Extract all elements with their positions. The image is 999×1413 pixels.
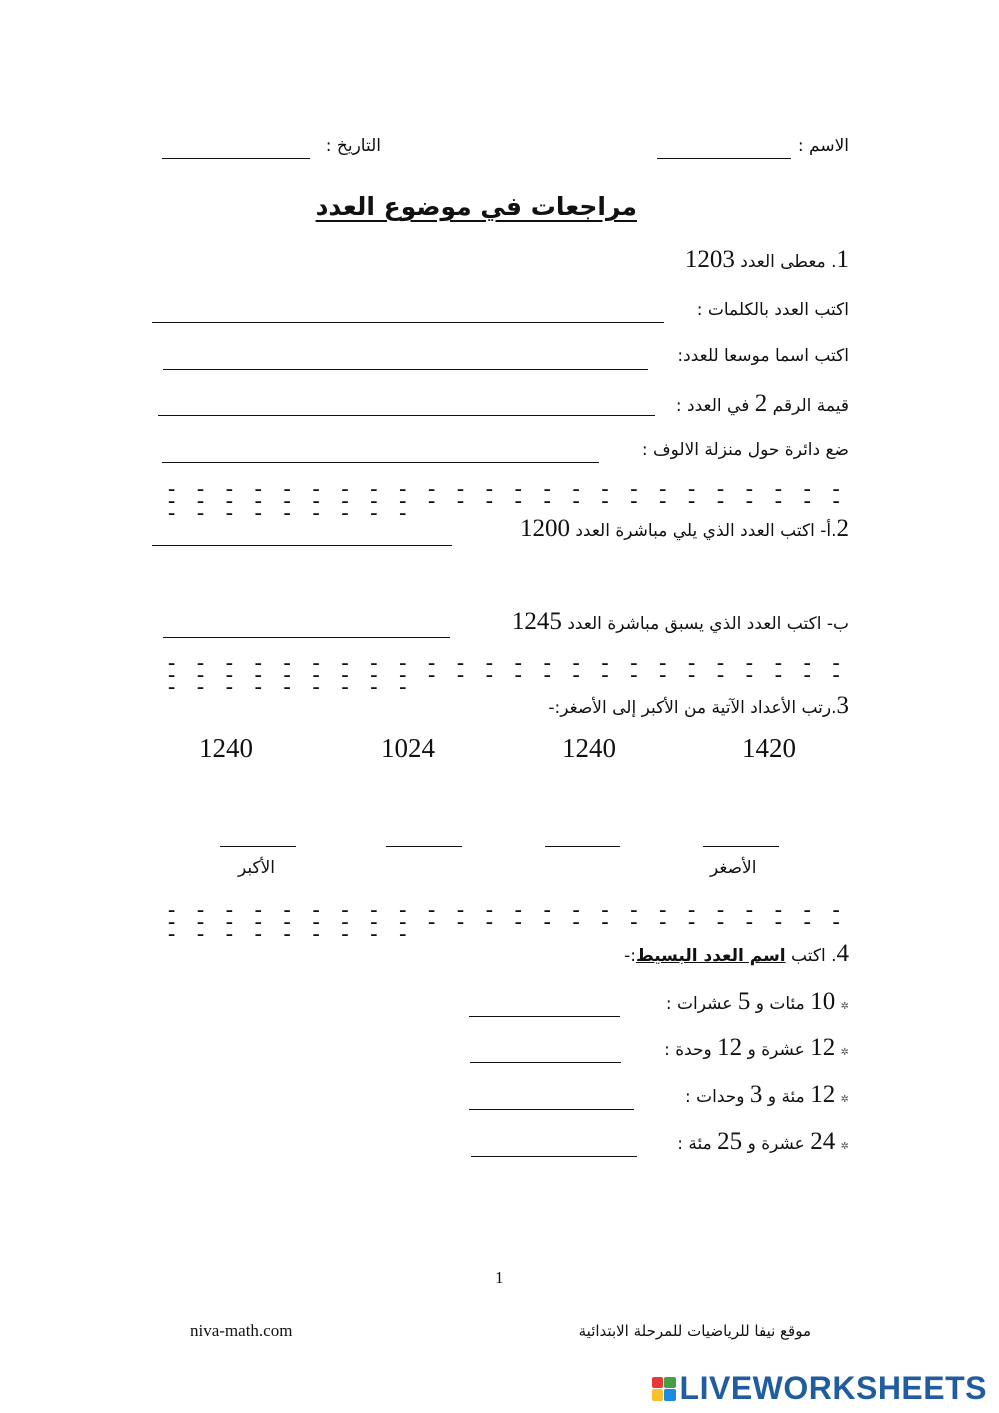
date-blank[interactable] (162, 158, 310, 159)
q2a-text: .أ- اكتب العدد الذي يلي مباشرة العدد (575, 521, 837, 541)
q4-item-2-b: 12 (717, 1034, 743, 1061)
q1-item-circle: ضع دائرة حول منزلة الالوف : (641, 440, 849, 460)
q4-blank-2[interactable] (470, 1062, 621, 1063)
q4-item-4 (677, 1128, 849, 1156)
q1-heading (685, 246, 849, 274)
q4-item-3-b: 3 (749, 1081, 763, 1108)
q1-item-value (676, 390, 849, 418)
q1-value-blank[interactable] (158, 415, 655, 416)
q3-number-1: 1420 (742, 733, 796, 763)
q4-item-1-b: 5 (737, 988, 751, 1015)
q4-item-1-t1: مئات و (755, 994, 805, 1014)
q3-number-2: 1240 (562, 733, 616, 763)
page-title: مراجعات في موضوع العدد (315, 192, 637, 221)
q4-number: 4 (836, 940, 849, 967)
q4-item-2 (664, 1034, 849, 1062)
q4-item-3-t1: مئة و (767, 1087, 805, 1107)
q2b-blank[interactable] (163, 637, 450, 638)
separator-2: - - - - - - - - - - - - - - - - - - - - - - - - - - - - - - - - - - - - - - - - - - - - - - - - - - - - - - - - - (165, 651, 844, 700)
q3-number-4: 1240 (199, 733, 253, 763)
q3-number-3: 1024 (381, 733, 435, 763)
bullet-icon: ✲ (840, 1047, 849, 1058)
bullet-icon: ✲ (840, 1001, 849, 1012)
q1-digit: 2 (754, 390, 768, 417)
q4-item-4-t2: مئة : (677, 1134, 712, 1154)
q4-item-4-b: 25 (717, 1128, 743, 1155)
bullet-icon: ✲ (840, 1141, 849, 1152)
q3-text: .رتب الأعداد الآتية من الأكبر إلى الأصغر:- (548, 698, 837, 718)
q4-item-1-t2: عشرات : (665, 994, 733, 1014)
separator-1: - - - - - - - - - - - - - - - - - - - - - - - - - - - - - - - - - - - - - - - - - - - - - - - - - - - - - - - - - (165, 477, 844, 526)
q4-item-2-t1: عشرة و (747, 1040, 805, 1060)
bullet-icon: ✲ (840, 1094, 849, 1105)
q4-prefix: . اكتب (791, 946, 837, 966)
q4-item-3-t2: وحدات : (685, 1087, 745, 1107)
q4-blank-4[interactable] (471, 1156, 637, 1157)
q3-blank-1[interactable] (703, 846, 779, 847)
q4-blank-1[interactable] (469, 1016, 620, 1017)
q4-item-4-a: 24 (810, 1128, 836, 1155)
q2-number: 2 (836, 515, 849, 542)
q3-blank-4[interactable] (220, 846, 296, 847)
q2b-line (512, 608, 849, 636)
q3-heading (548, 692, 849, 720)
q2a-blank[interactable] (152, 545, 452, 546)
q3-blank-3[interactable] (386, 846, 462, 847)
footer-site-arabic: موقع نيفا للرياضيات للمرحلة الابتدائية (578, 1322, 811, 1340)
q1-value-text1: قيمة الرقم (772, 396, 849, 416)
q2a-line (520, 515, 849, 543)
q3-largest-label: الأكبر (238, 858, 276, 878)
q4-item-1 (666, 988, 849, 1016)
q1-text: . معطى العدد (740, 252, 837, 272)
q4-suffix: :- (624, 946, 636, 966)
q4-heading (624, 940, 849, 968)
q4-item-2-a: 12 (810, 1034, 836, 1061)
q2b-value: 1245 (511, 608, 562, 635)
q1-value: 1203 (684, 246, 735, 273)
q1-circle-blank[interactable] (162, 462, 599, 463)
q4-item-1-a: 10 (810, 988, 836, 1015)
q1-item-expanded: اكتب اسما موسعا للعدد: (677, 346, 849, 366)
q2a-value: 1200 (519, 515, 570, 542)
liveworksheets-logo (652, 1370, 987, 1407)
q3-blank-2[interactable] (545, 846, 620, 847)
liveworksheets-icon (652, 1377, 676, 1401)
q4-underlined: اسم العدد البسيط (635, 946, 786, 966)
name-label: الاسم : (797, 136, 849, 156)
q1-words-blank[interactable] (152, 322, 664, 323)
q1-number: 1 (836, 246, 849, 273)
q1-expanded-blank[interactable] (163, 369, 648, 370)
liveworksheets-text: LIVEWORKSHEETS (679, 1370, 987, 1406)
q4-item-4-t1: عشرة و (747, 1134, 805, 1154)
q4-item-3 (685, 1081, 849, 1109)
q3-smallest-label: الأصغر (710, 858, 757, 878)
page-number: 1 (495, 1268, 504, 1287)
q4-item-2-t2: وحدة : (664, 1040, 712, 1060)
q1-value-text2: في العدد : (675, 396, 750, 416)
name-blank[interactable] (657, 158, 791, 159)
footer-site: niva-math.com (190, 1321, 293, 1340)
date-label: التاريخ : (325, 136, 381, 156)
q3-number: 3 (836, 692, 849, 719)
q1-item-words: اكتب العدد بالكلمات : (696, 300, 849, 320)
q4-blank-3[interactable] (469, 1109, 634, 1110)
q4-item-3-a: 12 (810, 1081, 836, 1108)
q2b-text: ب- اكتب العدد الذي يسبق مباشرة العدد (567, 614, 849, 634)
separator-3: - - - - - - - - - - - - - - - - - - - - - - - - - - - - - - - - - - - - - - - - - - - - - - - - - - - - - - - - - (165, 898, 844, 947)
